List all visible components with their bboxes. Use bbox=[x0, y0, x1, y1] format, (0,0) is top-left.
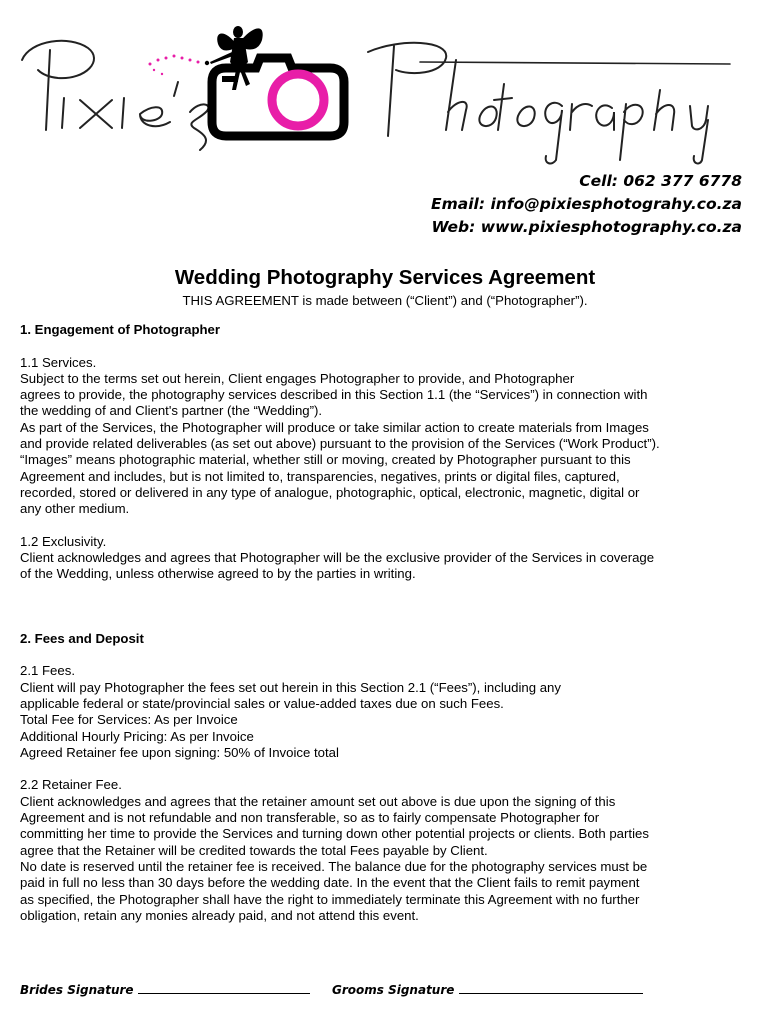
cell-number: Cell: 062 377 6778 bbox=[579, 172, 742, 190]
section-1-heading: 1. Engagement of Photographer bbox=[20, 322, 221, 337]
email-address: Email: info@pixiesphotograhy.co.za bbox=[431, 195, 742, 213]
agreement-intro: THIS AGREEMENT is made between (“Client”) and (“Photographer”). bbox=[182, 293, 588, 308]
website-address: Web: www.pixiesphotography.co.za bbox=[431, 218, 742, 236]
camera-lens bbox=[272, 74, 324, 126]
text-line: agrees to provide, the photography services described in this Section 1.1 (the “Services”) in connection with bbox=[20, 387, 648, 403]
text-line: Client acknowledges and agrees that Photographer will be the exclusive provider of the Services in coverage bbox=[20, 550, 655, 566]
section-1-1-text bbox=[20, 371, 762, 518]
text-line: Agreement and includes, but is not limited to, transparencies, negatives, prints or digital files, captured, bbox=[20, 468, 620, 484]
camera-icon bbox=[212, 58, 344, 136]
brides-signature-field[interactable] bbox=[20, 983, 310, 997]
text-line: “Images” means photographic material, whether still or moving, created by Photographer pursuant to this bbox=[20, 452, 631, 468]
script-pixies bbox=[22, 41, 208, 150]
document-title: Wedding Photography Services Agreement bbox=[174, 266, 596, 289]
grooms-signature-line bbox=[459, 993, 643, 994]
grooms-signature-label: Grooms Signature bbox=[332, 983, 455, 997]
contact-block bbox=[431, 170, 742, 239]
script-photography bbox=[368, 43, 730, 164]
section-2-2-heading: 2.2 Retainer Fee. bbox=[20, 777, 122, 793]
text-line: agree that the Retainer will be credited towards the total Fees payable by Client. bbox=[20, 842, 488, 858]
text-line: As part of the Services, the Photographer will produce or take similar action to create materials from Images bbox=[20, 419, 649, 435]
brides-signature-line bbox=[138, 993, 310, 994]
section-1-2-text bbox=[20, 550, 762, 583]
signature-row bbox=[20, 983, 762, 997]
section-1-2-heading: 1.2 Exclusivity. bbox=[20, 533, 107, 549]
text-line: Client will pay Photographer the fees set out herein in this Section 2.1 (“Fees”), including any bbox=[20, 679, 561, 695]
text-line: as specified, the Photographer shall have the right to immediately terminate this Agreement with no further bbox=[20, 891, 640, 907]
text-line: obligation, retain any monies already paid, and not attend this event. bbox=[20, 907, 419, 923]
agreement-body bbox=[20, 322, 762, 924]
text-line: Agreement and is not refundable and non transferable, so as to fairly compensate Photographer for bbox=[20, 810, 600, 826]
text-line: any other medium. bbox=[20, 501, 130, 517]
text-line: applicable federal or state/provincial sales or value-added taxes due on such Fees. bbox=[20, 695, 504, 711]
text-line: recorded, stored or delivered in any type of analogue, photographic, optical, electronic, magnetic, digital or bbox=[20, 484, 640, 500]
text-line: No date is reserved until the retainer fee is received. The balance due for the photography services must be bbox=[20, 858, 648, 874]
brides-signature-label: Brides Signature bbox=[20, 983, 134, 997]
sparkle-dots bbox=[149, 55, 200, 76]
text-line: Additional Hourly Pricing: As per Invoice bbox=[20, 728, 254, 744]
text-line: the wedding of and Client's partner (the “Wedding”). bbox=[20, 403, 323, 419]
text-line: of the Wedding, unless otherwise agreed to by the parties in writing. bbox=[20, 566, 416, 582]
text-line: and provide related deliverables (as set out above) pursuant to the provision of the Services (“Work Product”). bbox=[20, 436, 660, 452]
text-line: Client acknowledges and agrees that the retainer amount set out above is due upon the signing of this bbox=[20, 793, 616, 809]
text-line: Total Fee for Services: As per Invoice bbox=[20, 712, 238, 728]
text-line: Agreed Retainer fee upon signing: 50% of Invoice total bbox=[20, 744, 339, 760]
text-line: paid in full no less than 30 days before the wedding date. In the event that the Client fails to remit payment bbox=[20, 875, 640, 891]
text-line: Subject to the terms set out herein, Client engages Photographer to provide, and Photographer bbox=[20, 370, 575, 386]
grooms-signature-field[interactable] bbox=[332, 983, 643, 997]
section-2-2-text bbox=[20, 794, 762, 924]
section-1-1-heading: 1.1 Services. bbox=[20, 354, 97, 370]
text-line: committing her time to provide the Services and turning down other potential projects or clients. Both parties bbox=[20, 826, 649, 842]
pixies-photography-logo bbox=[0, 0, 770, 170]
section-2-1-text bbox=[20, 680, 762, 761]
section-2-heading: 2. Fees and Deposit bbox=[20, 630, 144, 646]
section-2-1-heading: 2.1 Fees. bbox=[20, 663, 75, 679]
